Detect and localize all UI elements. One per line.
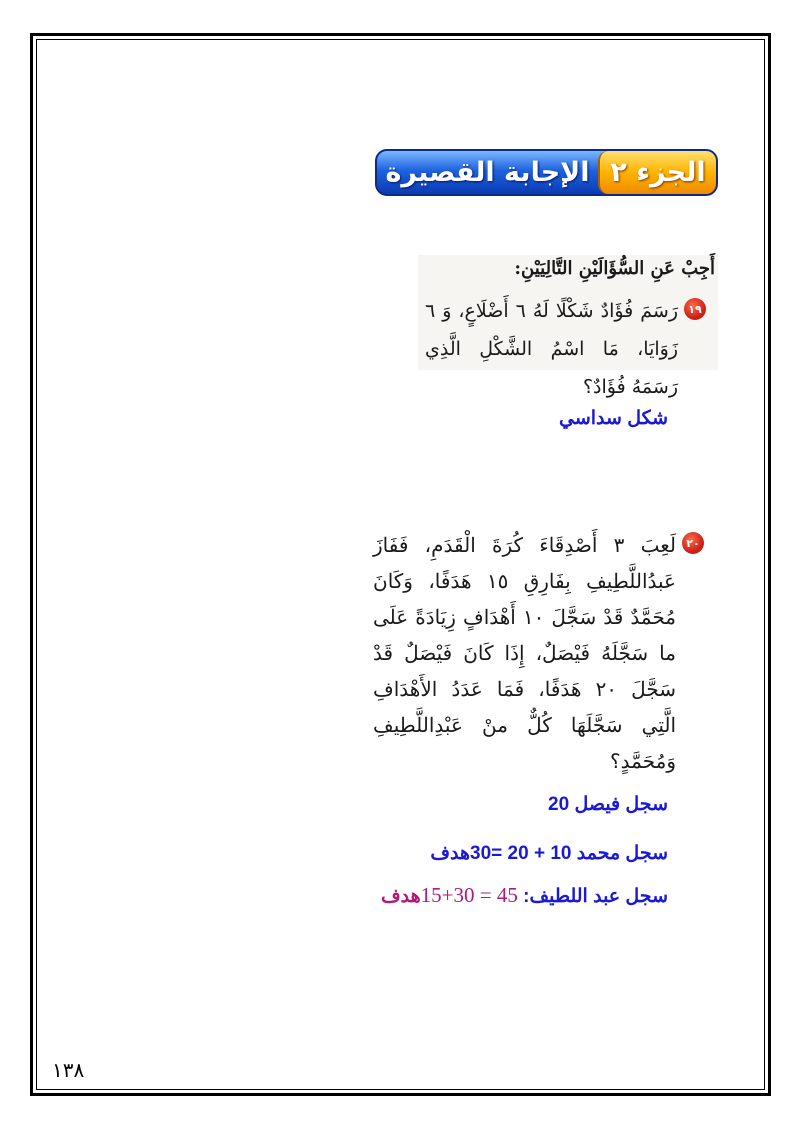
answer-20-line-3-label: سجل عبد اللطيف:: [523, 886, 668, 907]
question-number-badge: ١٩: [684, 298, 706, 320]
answer-20-line-2: سجل محمد 10 + 20 =30هدف: [430, 843, 668, 864]
answer-20-equation: 15+30 = 45: [420, 883, 518, 907]
answer-20-line-1: سجل فيصل 20: [548, 794, 668, 815]
answer-20-line-3: [381, 883, 668, 908]
section-title: الإجابة القصيرة: [385, 157, 590, 188]
questions-intro: أَجِبْ عَنِ السُّؤَالَيْنِ التَّالِيَيْنِ:: [514, 258, 715, 279]
answer-20-unit: هدف: [380, 886, 421, 907]
question-number-badge: ٢٠: [682, 532, 704, 554]
question-20-text: لَعِبَ ٣ أَصْدِقَاءَ كُرَةَ الْقَدَمِ، فَفَازَ عَبدُاللَّطِيفِ بِفَارِقِ ١٥ هَدَفًا، وَكَانَ مُحَمَّدٌ قَدْ سَجَّلَ ١٠ أَهْدَافٍ زِيَادَةً عَلَى ما سَجَّلَهُ فَيْصَلٌ، إِذَا كَانَ فَيْصَلٌ قَدْ سَجَّلَ ٢٠ هَدَفًا، فَمَا عَدَدُ الأَهْدَافِ الَّتِي سَجَّلَهَا كُلٌّ منْ عَبْدِاللَّطِيفِ وَمُحَمَّدٍ؟: [373, 533, 676, 773]
question-19-text: رَسَمَ فُؤَادٌ شَكْلًا لَهُ ٦ أَضْلَاعٍ، وَ ٦ زَوَايَا، مَا اسْمُ الشَّكْلِ الَّذِي رَسَمَهُ فُؤَادٌ؟: [425, 300, 678, 398]
section-banner: [375, 149, 718, 196]
answer-19: شكل سداسي: [558, 408, 668, 429]
part-label: الجزء ٢: [598, 151, 716, 194]
page-number: ١٣٨: [52, 1058, 85, 1082]
